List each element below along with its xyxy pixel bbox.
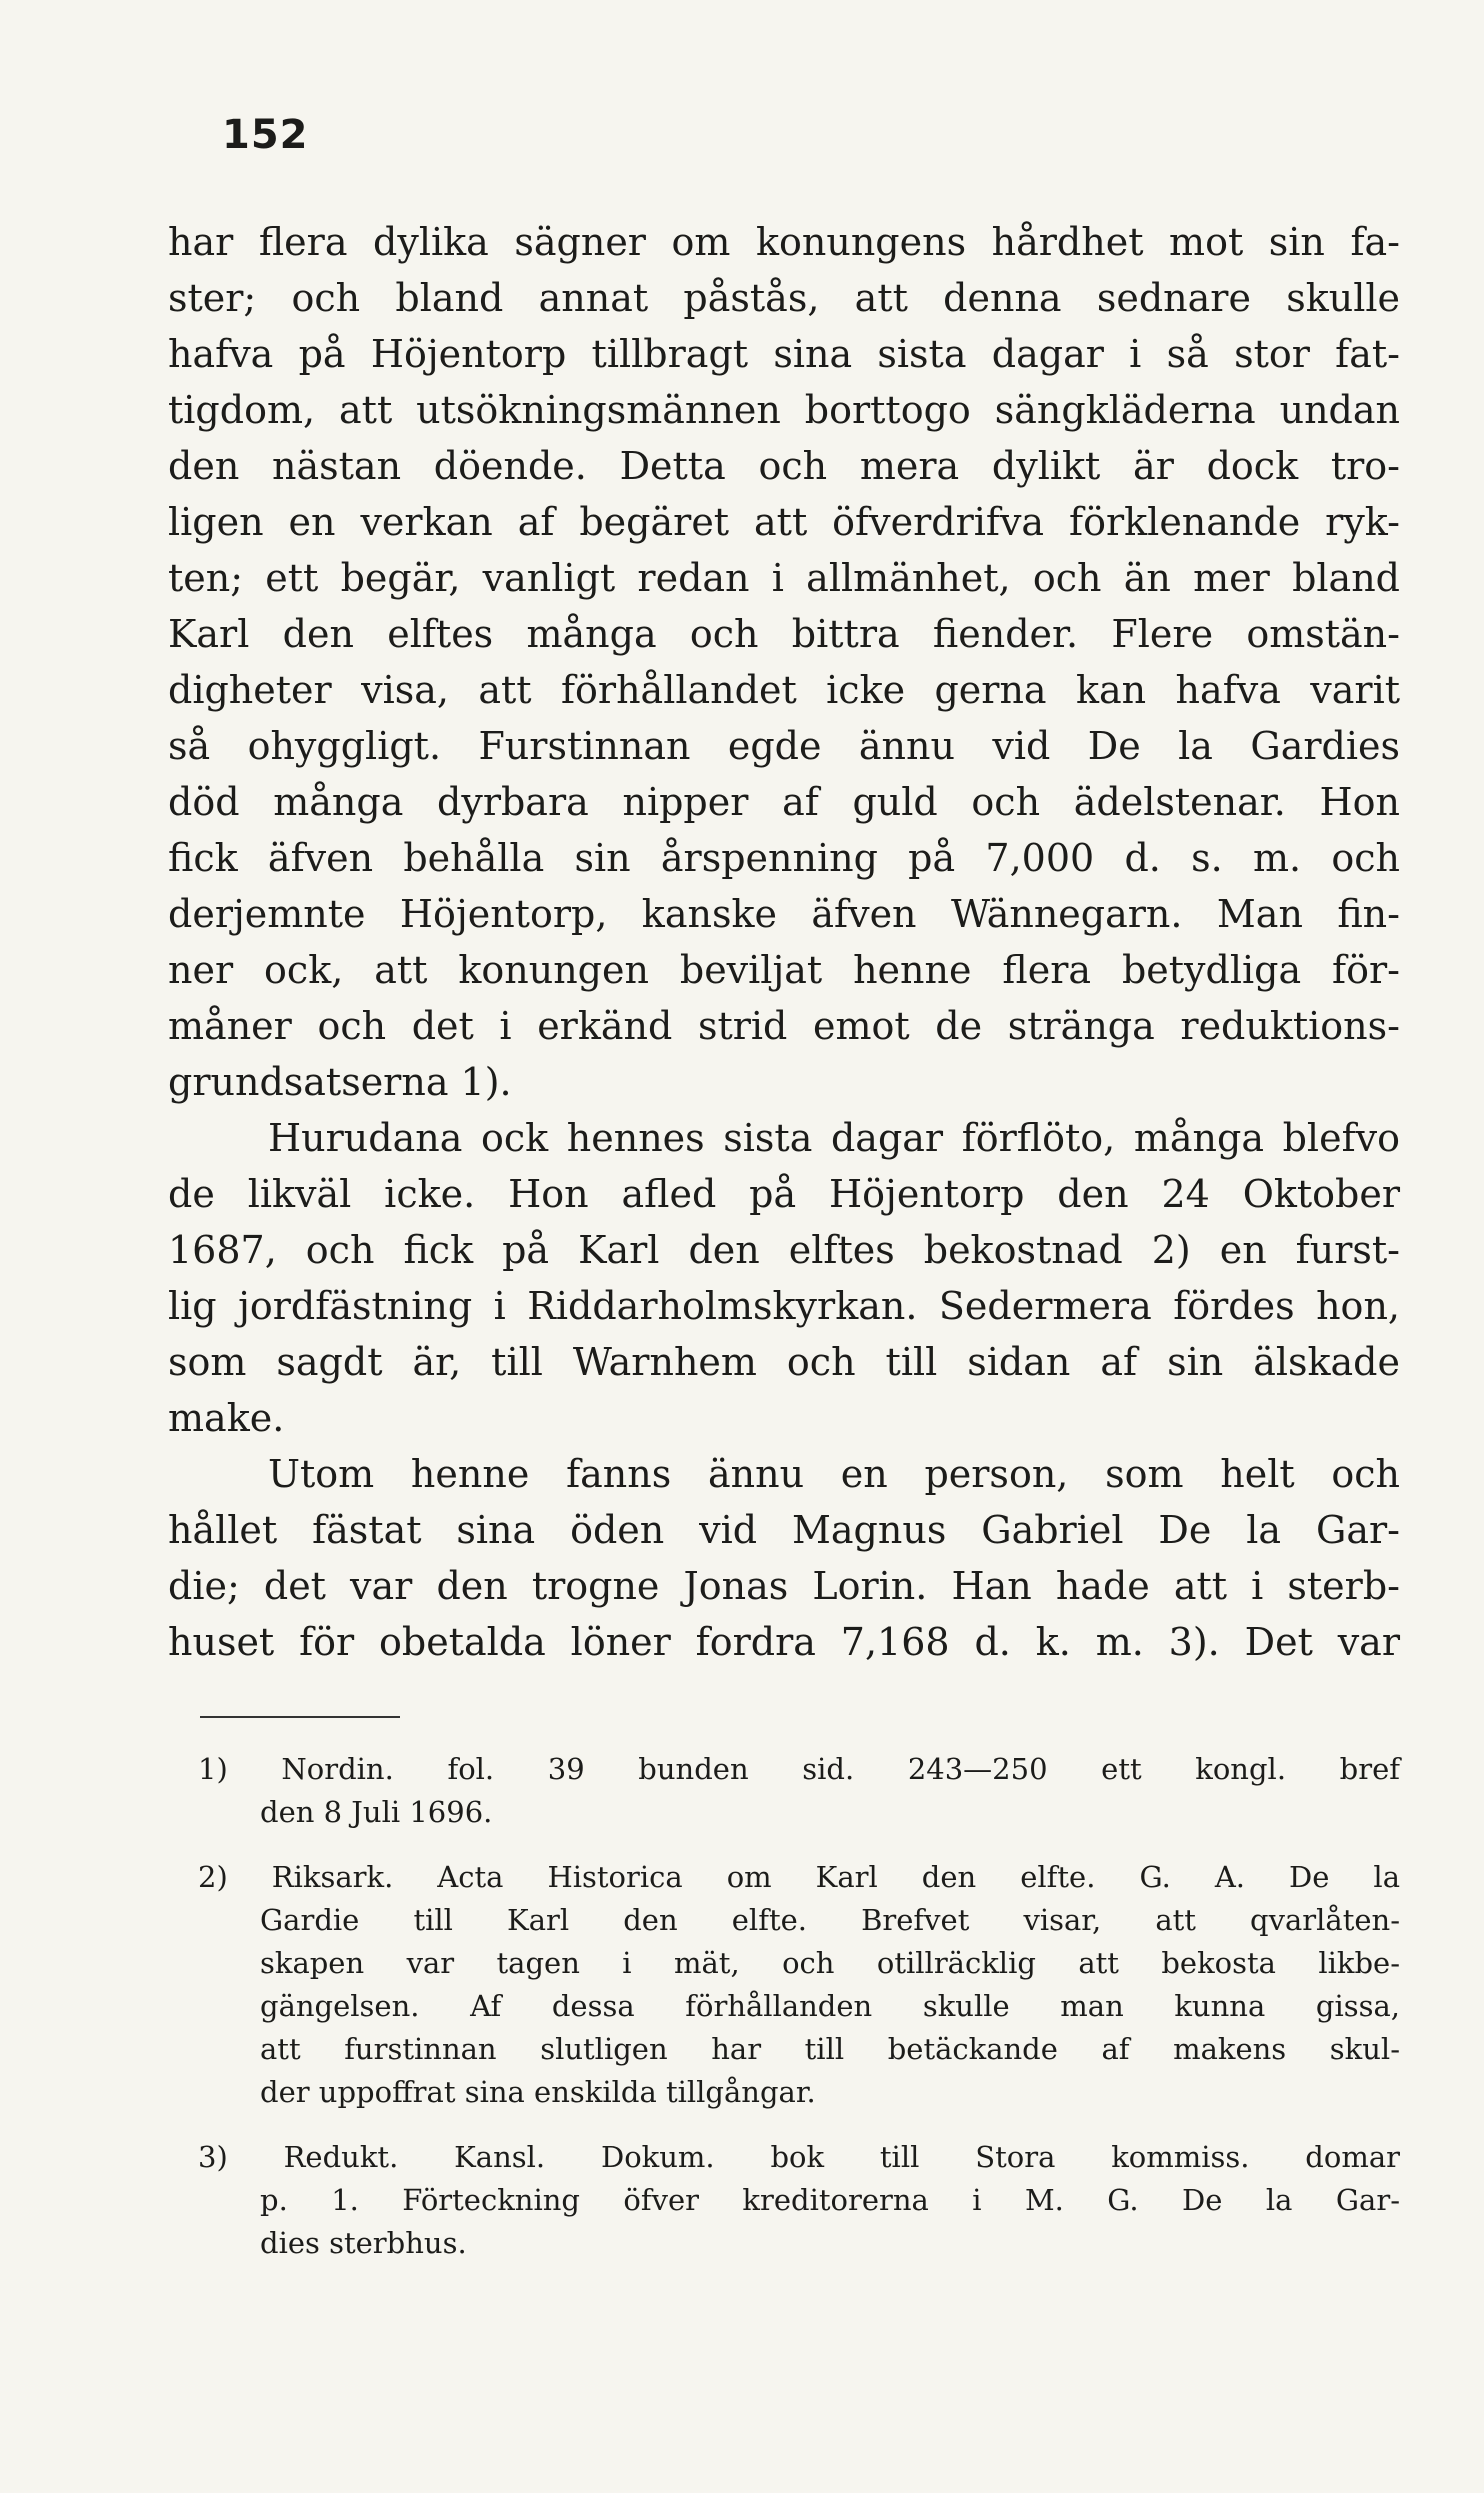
main-text bbox=[168, 214, 1400, 1670]
text-line: digheter visa, att förhållandet icke gerna kan hafva varit bbox=[168, 668, 1400, 712]
paragraph-end-line: grundsatserna 1). bbox=[168, 1060, 512, 1104]
page-number: 152 bbox=[222, 112, 309, 158]
footnote-line: Gardie till Karl den elfte. Brefvet visar, att qvarlåten- bbox=[260, 1903, 1400, 1937]
text-line: död många dyrbara nipper af guld och ädelstenar. Hon bbox=[168, 780, 1400, 824]
text-line: så ohyggligt. Furstinnan egde ännu vid De la Gardies bbox=[168, 724, 1400, 768]
text-line: har flera dylika sägner om konungens hårdhet mot sin fa- bbox=[168, 220, 1400, 264]
footnote-line: p. 1. Förteckning öfver kreditorerna i M. G. De la Gar- bbox=[260, 2183, 1400, 2217]
footnote-line: 2) Riksark. Acta Historica om Karl den elfte. G. A. De la bbox=[198, 1860, 1400, 1894]
text-line: ster; och bland annat påstås, att denna sednare skulle bbox=[168, 276, 1400, 320]
text-line: som sagdt är, till Warnhem och till sidan af sin älskade bbox=[168, 1340, 1400, 1384]
footnote-line: 1) Nordin. fol. 39 bunden sid. 243—250 ett kongl. bref bbox=[198, 1752, 1400, 1786]
paragraph-start-line: Utom henne fanns ännu en person, som helt och bbox=[268, 1452, 1400, 1496]
text-line: huset för obetalda löner fordra 7,168 d. k. m. 3). Det var bbox=[168, 1620, 1400, 1664]
footnote-line: skapen var tagen i mät, och otillräcklig att bekosta likbe- bbox=[260, 1946, 1400, 1980]
text-line: ligen en verkan af begäret att öfverdrifva förklenande ryk- bbox=[168, 500, 1400, 544]
footnotes bbox=[198, 1748, 1400, 2287]
text-line: måner och det i erkänd strid emot de stränga reduktions- bbox=[168, 1004, 1400, 1048]
text-line: 1687, och fick på Karl den elftes bekostnad 2) en furst- bbox=[168, 1228, 1400, 1272]
footnote-line: den 8 Juli 1696. bbox=[260, 1795, 493, 1829]
paragraph-end-line: make. bbox=[168, 1396, 285, 1440]
text-line: den nästan döende. Detta och mera dylikt är dock tro- bbox=[168, 444, 1400, 488]
text-line: lig jordfästning i Riddarholmskyrkan. Sedermera fördes hon, bbox=[168, 1284, 1400, 1328]
footnote-line: der uppoffrat sina enskilda tillgångar. bbox=[260, 2075, 816, 2109]
footnote-1 bbox=[198, 1748, 1400, 1834]
text-line: derjemnte Höjentorp, kanske äfven Wännegarn. Man fin- bbox=[168, 892, 1400, 936]
text-line: die; det var den trogne Jonas Lorin. Han hade att i sterb- bbox=[168, 1564, 1400, 1608]
text-line: hållet fästat sina öden vid Magnus Gabriel De la Gar- bbox=[168, 1508, 1400, 1552]
footnote-line: 3) Redukt. Kansl. Dokum. bok till Stora kommiss. domar bbox=[198, 2140, 1400, 2174]
footnote-divider bbox=[200, 1716, 400, 1718]
text-line: Karl den elftes många och bittra fiender. Flere omstän- bbox=[168, 612, 1400, 656]
footnote-3 bbox=[198, 2136, 1400, 2265]
footnote-line: att furstinnan slutligen har till betäckande af makens skul- bbox=[260, 2032, 1400, 2066]
footnote-line: gängelsen. Af dessa förhållanden skulle man kunna gissa, bbox=[260, 1989, 1400, 2023]
paragraph-start-line: Hurudana ock hennes sista dagar förflöto, många blefvo bbox=[268, 1116, 1400, 1160]
text-line: de likväl icke. Hon afled på Höjentorp den 24 Oktober bbox=[168, 1172, 1400, 1216]
footnote-2 bbox=[198, 1856, 1400, 2114]
footnote-line: dies sterbhus. bbox=[260, 2226, 467, 2260]
text-line: ten; ett begär, vanligt redan i allmänhet, och än mer bland bbox=[168, 556, 1400, 600]
text-line: tigdom, att utsökningsmännen borttogo sängkläderna undan bbox=[168, 388, 1400, 432]
text-line: ner ock, att konungen beviljat henne flera betydliga för- bbox=[168, 948, 1400, 992]
text-line: fick äfven behålla sin årspenning på 7,000 d. s. m. och bbox=[168, 836, 1400, 880]
text-line: hafva på Höjentorp tillbragt sina sista dagar i så stor fat- bbox=[168, 332, 1400, 376]
